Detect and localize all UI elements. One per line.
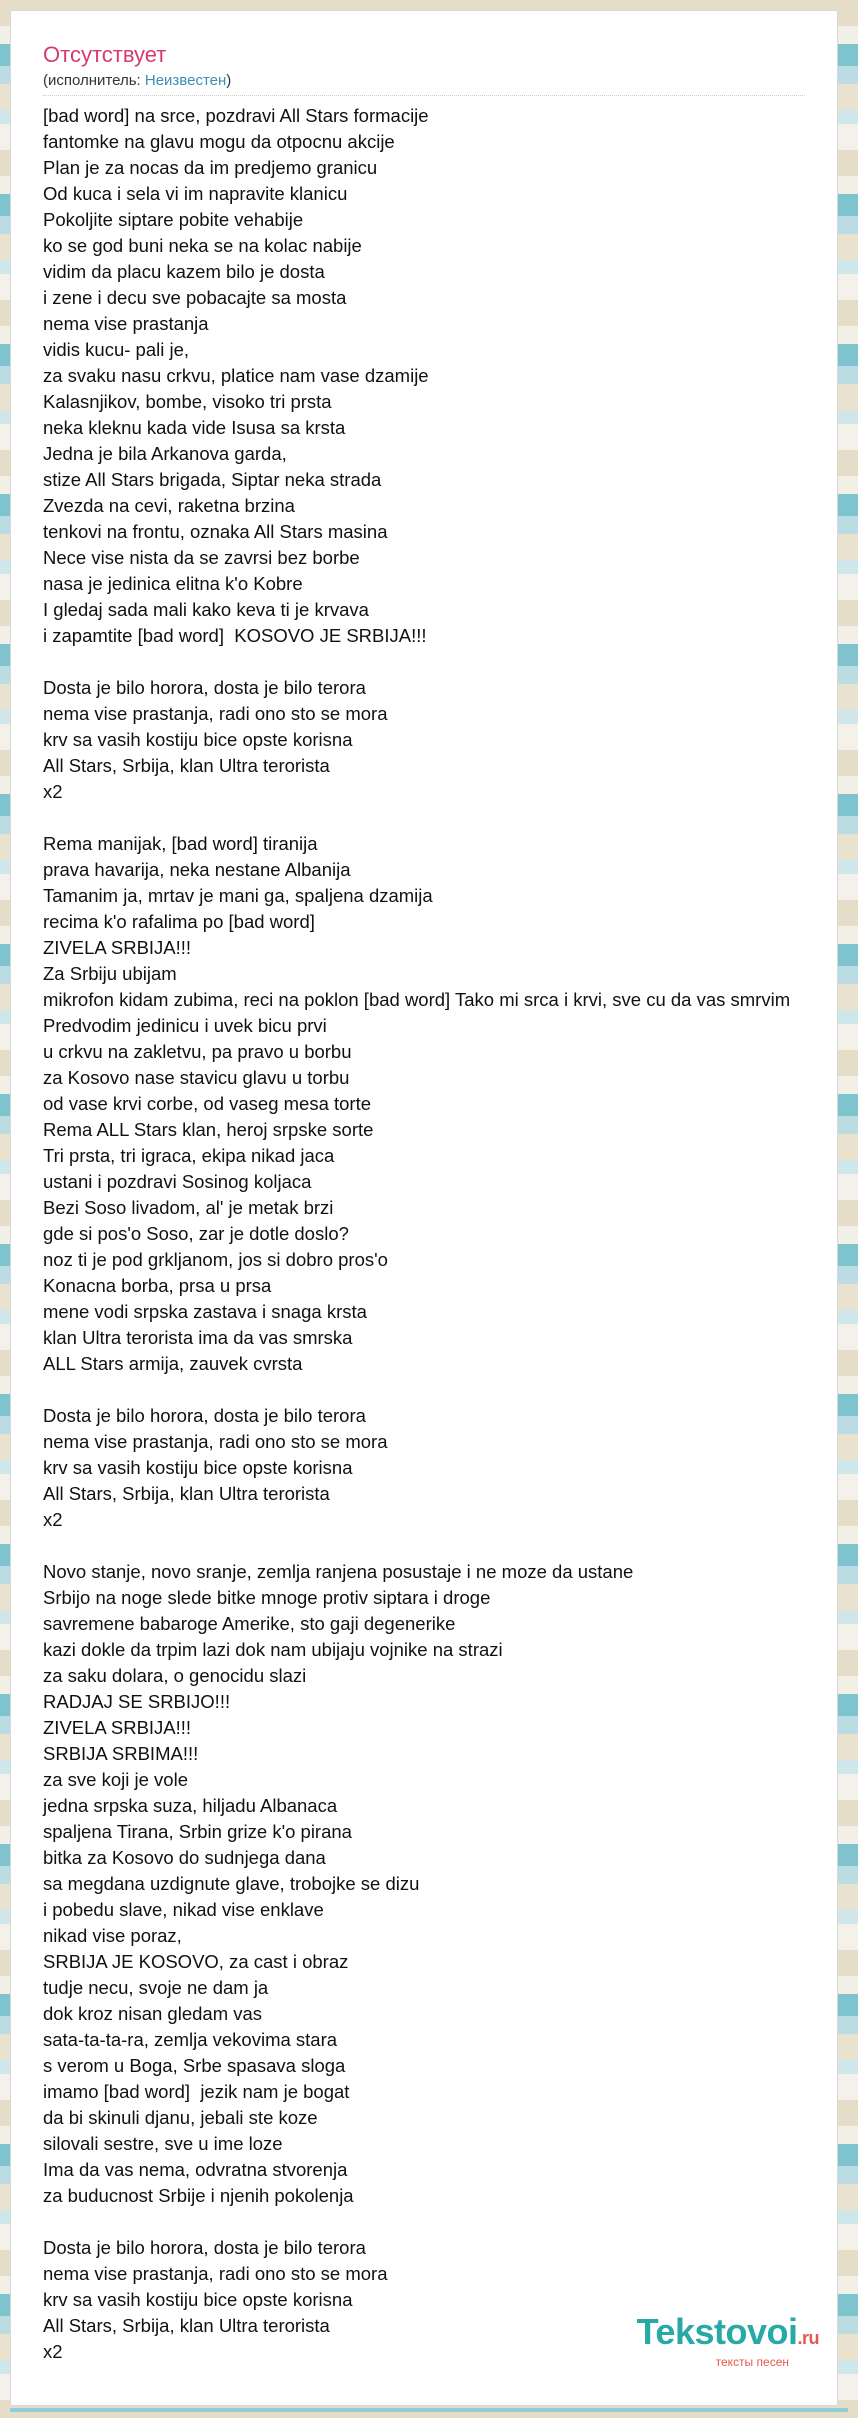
lyric-line: od vase krvi corbe, od vaseg mesa torte [43, 1093, 372, 1114]
lyric-line: za Kosovo nase stavicu glavu u torbu [43, 1067, 350, 1088]
lyric-line: Nece vise nista da se zavrsi bez borbe [43, 547, 360, 568]
lyric-line: x2 [43, 2341, 63, 2362]
lyric-line: Kalasnjikov, bombe, visoko tri prsta [43, 391, 332, 412]
lyric-line: krv sa vasih kostiju bice opste korisna [43, 1457, 353, 1478]
stanza-break [43, 805, 838, 831]
lyric-line: i pobedu slave, nikad vise enklave [43, 1899, 324, 1920]
lyric-line: jedna srpska suza, hiljadu Albanaca [43, 1795, 338, 1816]
lyric-line: Novo stanje, novo sranje, zemlja ranjena posustaje i ne moze da ustane [43, 1561, 634, 1582]
lyric-line: recima k'o rafalima po [bad word] [43, 911, 315, 932]
lyric-line: Dosta je bilo horora, dosta je bilo terora [43, 2237, 366, 2258]
lyrics-text [43, 103, 838, 2365]
lyrics-card [10, 10, 838, 2406]
lyric-line: Plan je za nocas da im predjemo granicu [43, 157, 378, 178]
lyric-line: vidim da placu kazem bilo je dosta [43, 261, 325, 282]
lyric-line: fantomke na glavu mogu da otpocnu akcije [43, 131, 395, 152]
lyric-line: za buducnost Srbije i njenih pokolenja [43, 2185, 354, 2206]
lyric-line: Ima da vas nema, odvratna stvorenja [43, 2159, 348, 2180]
header-divider [43, 95, 805, 96]
lyric-line: nema vise prastanja [43, 313, 209, 334]
lyric-line: krv sa vasih kostiju bice opste korisna [43, 2289, 353, 2310]
logo-tagline: тексты песен [715, 2355, 789, 2369]
lyric-line: gde si pos'o Soso, zar je dotle doslo? [43, 1223, 349, 1244]
artist-link[interactable]: Неизвестен [144, 72, 227, 89]
lyric-line: Predvodim jedinicu i uvek bicu prvi [43, 1015, 327, 1036]
logo-wordmark [637, 2313, 819, 2357]
lyric-line: tenkovi na frontu, oznaka All Stars masina [43, 521, 388, 542]
lyric-line: x2 [43, 1509, 63, 1530]
lyric-line: nasa je jedinica elitna k'o Kobre [43, 573, 303, 594]
lyric-line: ALL Stars armija, zauvek cvrsta [43, 1353, 303, 1374]
stanza-break [43, 2209, 838, 2235]
lyric-line: tudje necu, svoje ne dam ja [43, 1977, 269, 1998]
lyric-line: bitka za Kosovo do sudnjega dana [43, 1847, 326, 1868]
lyric-line: nema vise prastanja, radi ono sto se mora [43, 703, 388, 724]
lyric-line: nikad vise poraz, [43, 1925, 182, 1946]
lyric-line: ZIVELA SRBIJA!!! [43, 1717, 192, 1738]
lyric-line: za saku dolara, o genocidu slazi [43, 1665, 307, 1686]
lyric-line: sa megdana uzdignute glave, trobojke se dizu [43, 1873, 420, 1894]
lyric-line: dok kroz nisan gledam vas [43, 2003, 263, 2024]
lyric-line: noz ti je pod grkljanom, jos si dobro pros'o [43, 1249, 388, 1270]
lyric-line: Pokoljite siptare pobite vehabije [43, 209, 304, 230]
lyric-line: i zene i decu sve pobacajte sa mosta [43, 287, 347, 308]
lyric-line: Od kuca i sela vi im napravite klanicu [43, 183, 348, 204]
lyric-line: All Stars, Srbija, klan Ultra terorista [43, 755, 330, 776]
lyric-line: prava havarija, neka nestane Albanija [43, 859, 351, 880]
artist-prefix: (исполнитель: [43, 72, 145, 89]
song-title: Отсутствует [43, 42, 167, 67]
lyric-line: Srbijo na noge slede bitke mnoge protiv siptara i droge [43, 1587, 491, 1608]
lyric-line: Konacna borba, prsa u prsa [43, 1275, 272, 1296]
lyric-line: savremene babaroge Amerike, sto gaji degenerike [43, 1613, 456, 1634]
lyric-line: Zvezda na cevi, raketna brzina [43, 495, 295, 516]
lyric-line: Tri prsta, tri igraca, ekipa nikad jaca [43, 1145, 335, 1166]
lyric-line: kazi dokle da trpim lazi dok nam ubijaju vojnike na strazi [43, 1639, 503, 1660]
lyric-line: x2 [43, 781, 63, 802]
lyric-line: s verom u Boga, Srbe spasava sloga [43, 2055, 346, 2076]
lyric-line: [bad word] na srce, pozdravi All Stars formacije [43, 105, 429, 126]
lyric-line: krv sa vasih kostiju bice opste korisna [43, 729, 353, 750]
lyric-line: i zapamtite [bad word] KOSOVO JE SRBIJA!!! [43, 625, 427, 646]
lyric-line: All Stars, Srbija, klan Ultra terorista [43, 2315, 330, 2336]
lyric-line: za svaku nasu crkvu, platice nam vase dzamije [43, 365, 429, 386]
lyric-line: I gledaj sada mali kako keva ti je krvava [43, 599, 369, 620]
lyric-line: stize All Stars brigada, Siptar neka strada [43, 469, 382, 490]
lyric-line: Rema manijak, [bad word] tiranija [43, 833, 318, 854]
lyric-line: Dosta je bilo horora, dosta je bilo terora [43, 677, 366, 698]
lyric-line: SRBIJA JE KOSOVO, za cast i obraz [43, 1951, 349, 1972]
logo-main-text: Tekstovoi [636, 2311, 798, 2352]
lyric-line: ustani i pozdravi Sosinog koljaca [43, 1171, 312, 1192]
lyric-line: neka kleknu kada vide Isusa sa krsta [43, 417, 346, 438]
lyric-line: Za Srbiju ubijam [43, 963, 177, 984]
lyric-line: nema vise prastanja, radi ono sto se mora [43, 1431, 388, 1452]
lyric-line: SRBIJA SRBIMA!!! [43, 1743, 199, 1764]
stanza-break [43, 1377, 838, 1403]
lyric-line: spaljena Tirana, Srbin grize k'o pirana [43, 1821, 352, 1842]
lyric-line: da bi skinuli djanu, jebali ste koze [43, 2107, 318, 2128]
lyric-line: imamo [bad word] jezik nam je bogat [43, 2081, 350, 2102]
lyric-line: Rema ALL Stars klan, heroj srpske sorte [43, 1119, 374, 1140]
site-logo[interactable] [637, 2313, 819, 2369]
bottom-accent-bar [10, 2408, 848, 2412]
lyric-line: nema vise prastanja, radi ono sto se mora [43, 2263, 388, 2284]
lyric-line: All Stars, Srbija, klan Ultra terorista [43, 1483, 330, 1504]
lyric-line: klan Ultra terorista ima da vas smrska [43, 1327, 353, 1348]
artist-suffix: ) [226, 72, 232, 89]
lyric-line: Bezi Soso livadom, al' je metak brzi [43, 1197, 334, 1218]
stanza-break [43, 1533, 838, 1559]
lyric-line: mikrofon kidam zubima, reci na poklon [bad word] Tako mi srca i krvi, sve cu da vas smrvim [43, 989, 791, 1010]
lyric-line: Jedna je bila Arkanova garda, [43, 443, 287, 464]
lyric-line: sata-ta-ta-ra, zemlja vekovima stara [43, 2029, 338, 2050]
lyric-line: Tamanim ja, mrtav je mani ga, spaljena dzamija [43, 885, 433, 906]
lyric-line: ko se god buni neka se na kolac nabije [43, 235, 362, 256]
artist-line [43, 71, 231, 91]
lyric-line: za sve koji je vole [43, 1769, 188, 1790]
lyric-line: u crkvu na zakletvu, pa pravo u borbu [43, 1041, 352, 1062]
logo-tld: .ru [797, 2328, 819, 2348]
lyric-line: mene vodi srpska zastava i snaga krsta [43, 1301, 367, 1322]
lyric-line: Dosta je bilo horora, dosta je bilo terora [43, 1405, 366, 1426]
lyric-line: vidis kucu- pali je, [43, 339, 190, 360]
lyric-line: RADJAJ SE SRBIJO!!! [43, 1691, 231, 1712]
stanza-break [43, 649, 838, 675]
lyric-line: ZIVELA SRBIJA!!! [43, 937, 192, 958]
lyric-line: silovali sestre, sve u ime loze [43, 2133, 283, 2154]
